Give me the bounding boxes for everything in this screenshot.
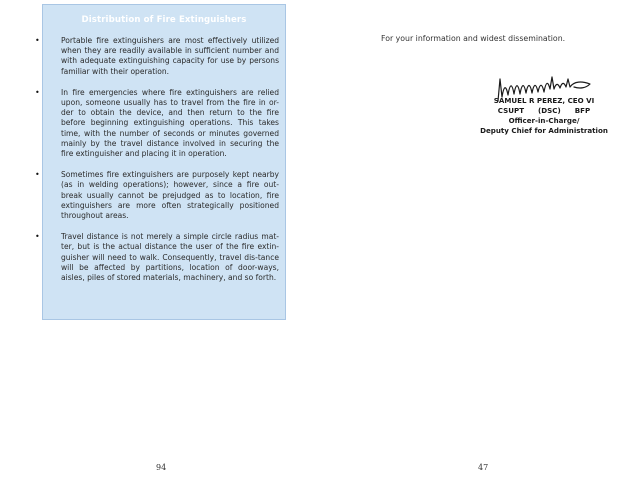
bullet-text: Portable fire extinguishers are most effectively utilized when they are readily available in sufficient number and with adequate extinguishing capacity for use by persons familiar with their operation. — [61, 36, 279, 76]
page-number-right: 47 — [478, 463, 489, 472]
left-page-panel — [35, 4, 286, 320]
bullet-text: In fire emergencies where fire extinguishers are relied upon, someone usually has to travel from the fire in or-der to obtain the device, and then return to the fire before beginning extinguishing operations. This takes time, with the number of seconds or minutes governed mainly by the travel distance involved in securing the fire extinguisher and placing it in operation. — [61, 87, 279, 159]
bullet-item — [35, 232, 285, 283]
signatory-name: SAMUEL R PEREZ, CEO VI — [493, 96, 595, 105]
signature-block — [478, 96, 610, 136]
rank-part: (DSC) — [538, 106, 561, 115]
page-number-left: 94 — [156, 463, 167, 472]
section-title: Distribution of Fire Extinguishers — [81, 15, 247, 25]
bullet-text: Sometimes fire extinguishers are purposely kept nearby (as in welding operations); however, since a fire out-break usually cannot be prejudged as to location, fire extinguishers are more often strategically positioned throughout areas. — [61, 170, 279, 221]
bullet-item — [35, 170, 285, 221]
bullet-item — [35, 36, 285, 77]
signatory-position: Deputy Chief for Administration — [480, 126, 608, 135]
bullet-text: Travel distance is not merely a simple circle radius mat-ter, but is the actual distance the user of the fire extin-guisher will need to walk. Consequently, travel dis-tance will be affected by partitions, location of door-ways, aisles, piles of stored materials, machinery, and so forth. — [61, 232, 279, 283]
rank-part: CSUPT — [497, 106, 525, 115]
bullet-icon: • — [35, 36, 40, 45]
bullet-icon: • — [35, 170, 40, 180]
rank-part: BFP — [574, 106, 591, 115]
info-line: For your information and widest dissemination. — [381, 34, 566, 43]
signatory-rank — [478, 106, 610, 116]
bullet-list — [35, 36, 285, 283]
signatory-title: Officer-in-Charge/ — [508, 116, 580, 125]
bullet-icon: • — [35, 232, 40, 242]
bullet-item — [35, 87, 285, 159]
bullet-icon: • — [35, 87, 40, 97]
